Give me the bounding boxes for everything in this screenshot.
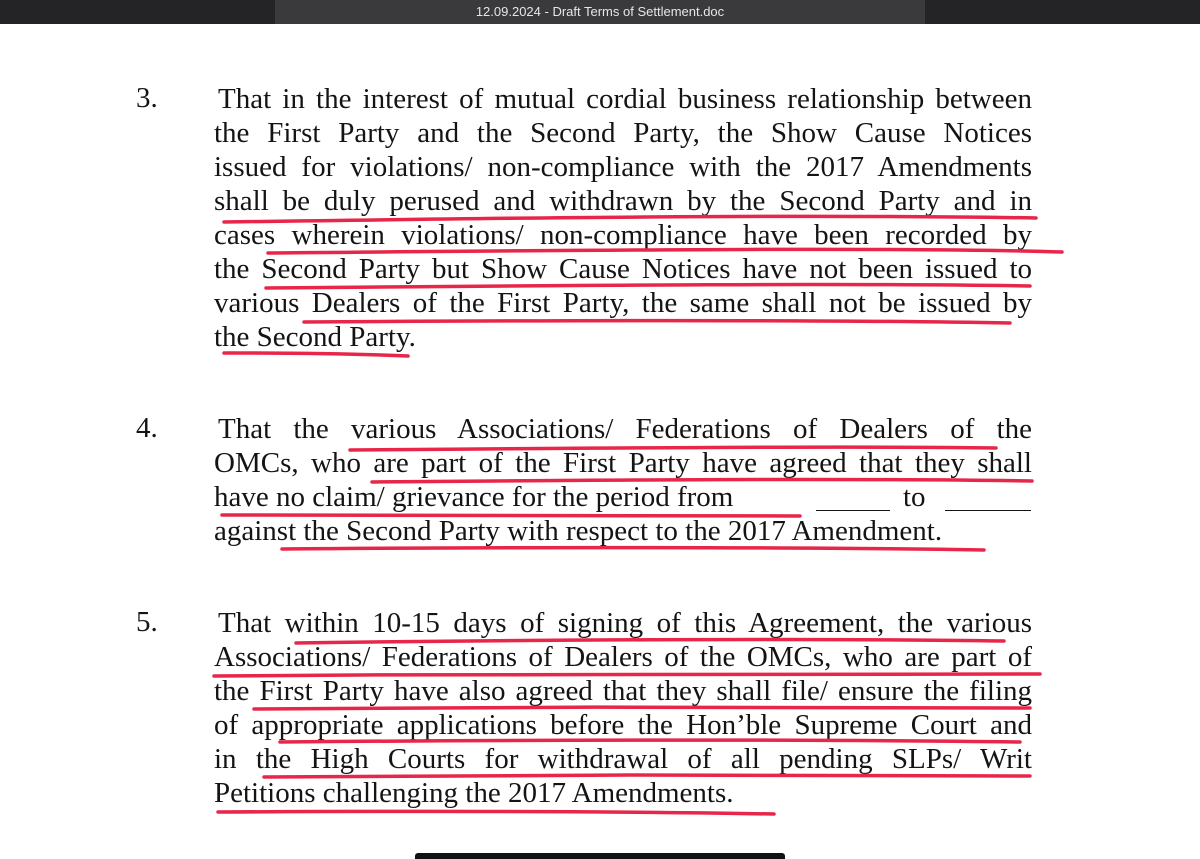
paragraph-number: 3. <box>136 82 158 114</box>
paragraph-line: Associations/ Federations of Dealers of the OMCs, who are part of <box>214 641 1032 673</box>
blank-field-from <box>816 486 890 511</box>
blank-field-to <box>945 486 1031 511</box>
titlebar-left-segment <box>0 0 275 24</box>
paragraph-line: various Dealers of the First Party, the same shall not be issued by <box>214 287 1032 319</box>
home-indicator[interactable] <box>415 853 785 859</box>
paragraph-line: That the various Associations/ Federations of Dealers of the <box>218 413 1032 445</box>
paragraph-line: against the Second Party with respect to the 2017 Amendment. <box>214 515 943 547</box>
paragraph-number: 5. <box>136 606 158 638</box>
paragraph-line: That in the interest of mutual cordial business relationship between <box>218 83 1032 115</box>
paragraph-line: shall be duly perused and withdrawn by the Second Party and in <box>214 185 1032 217</box>
document-page[interactable] <box>0 24 1200 859</box>
window-titlebar <box>0 0 1200 24</box>
paragraph-line: have no claim/ grievance for the period from <box>214 481 734 513</box>
document-title: 12.09.2024 - Draft Terms of Settlement.doc <box>475 4 725 19</box>
paragraph-number: 4. <box>136 412 158 444</box>
paragraph-line: of appropriate applications before the Hon’ble Supreme Court and <box>214 709 1032 741</box>
titlebar-right-segment <box>925 0 1200 24</box>
paragraph-line: That within 10-15 days of signing of this Agreement, the various <box>218 607 1032 639</box>
paragraph-line: OMCs, who are part of the First Party have agreed that they shall <box>214 447 1032 479</box>
paragraph-line: cases wherein violations/ non-compliance have been recorded by <box>214 219 1032 251</box>
paragraph-line: the First Party have also agreed that they shall file/ ensure the filing <box>214 675 1032 707</box>
paragraph-line: issued for violations/ non-compliance with the 2017 Amendments <box>214 151 1032 183</box>
paragraph-line: the Second Party. <box>214 321 416 353</box>
paragraph-line: Petitions challenging the 2017 Amendments. <box>214 777 734 809</box>
paragraph-line: in the High Courts for withdrawal of all pending SLPs/ Writ <box>214 743 1032 775</box>
paragraph-line: to <box>903 481 926 513</box>
paragraph-line: the Second Party but Show Cause Notices have not been issued to <box>214 253 1032 285</box>
paragraph-line: the First Party and the Second Party, the Show Cause Notices <box>214 117 1032 149</box>
